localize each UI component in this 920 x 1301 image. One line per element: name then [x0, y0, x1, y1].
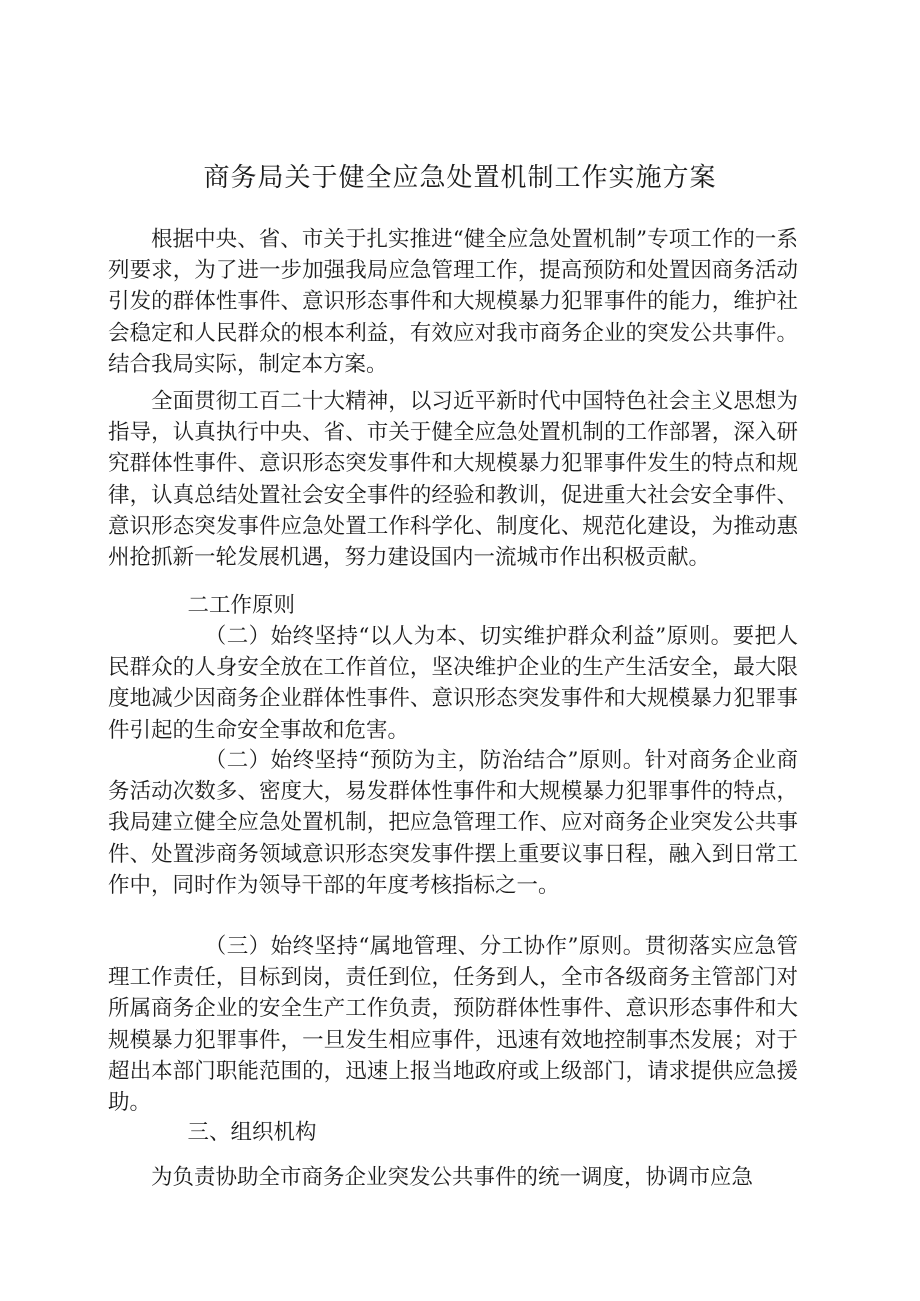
guiding-paragraph: 全面贯彻工百二十大精神，以习近平新时代中国特色社会主义思想为指导，认真执行中央、省、市关于健全应急处置机制的工作部署，深入研究群体性事件、意识形态突发事件和大规模暴力犯罪事件发生的特点和规律，认真总结处置社会安全事件的经验和教训，促进重大社会安全事件、意识形态突发事件应急处置工作科学化、制度化、规范化建设，为推动惠州抢抓新一轮发展机遇，努力建设国内一流城市作出积极贡献。 [108, 389, 798, 571]
section-heading-organization: 三、组织机构 [187, 1120, 317, 1145]
organization-paragraph: 为负责协助全市商务企业突发公共事件的统一调度，协调市应急 [151, 1165, 754, 1190]
section-heading-principles: 二工作原则 [187, 593, 296, 618]
principle-paragraph-3: （三）始终坚持“属地管理、分工协作”原则。贯彻落实应急管理工作责任，目标到岗，责任到位，任务到人，全市各级商务主管部门对所属商务企业的安全生产工作负责，预防群体性事件、意识形态事件和大规模暴力犯罪事件，一旦发生相应事件，迅速有效地控制事杰发展；对于超出本部门职能范围的，迅速上报当地政府或上级部门，请求提供应急援助。 [108, 934, 798, 1116]
intro-paragraph: 根据中央、省、市关于扎实推进“健全应急处置机制”专项工作的一系列要求，为了进一步加强我局应急管理工作，提高预防和处置因商务活动引发的群体性事件、意识形态事件和大规模暴力犯罪事件的能力，维护社会稳定和人民群众的根本利益，有效应对我市商务企业的突发公共事件。结合我局实际，制定本方案。 [108, 227, 798, 377]
principle-paragraph-2: （二）始终坚持“预防为主，防治结合”原则。针对商务企业商务活动次数多、密度大，易发群体性事件和大规模暴力犯罪事件的特点，我局建立健全应急处置机制，把应急管理工作、应对商务企业突发公共事件、处置涉商务领域意识形态突发事件摆上重要议事日程，融入到日常工作中，同时作为领导干部的年度考核指标之一。 [108, 748, 798, 898]
document-title: 商务局关于健全应急处置机制工作实施方案 [203, 163, 717, 193]
principle-paragraph-1: （二）始终坚持“以人为本、切实维护群众利益”原则。要把人民群众的人身安全放在工作首位，坚决维护企业的生产生活安全，最大限度地减少因商务企业群体性事件、意识形态突发事件和大规模暴力犯罪事件引起的生命安全事故和危害。 [108, 624, 798, 743]
